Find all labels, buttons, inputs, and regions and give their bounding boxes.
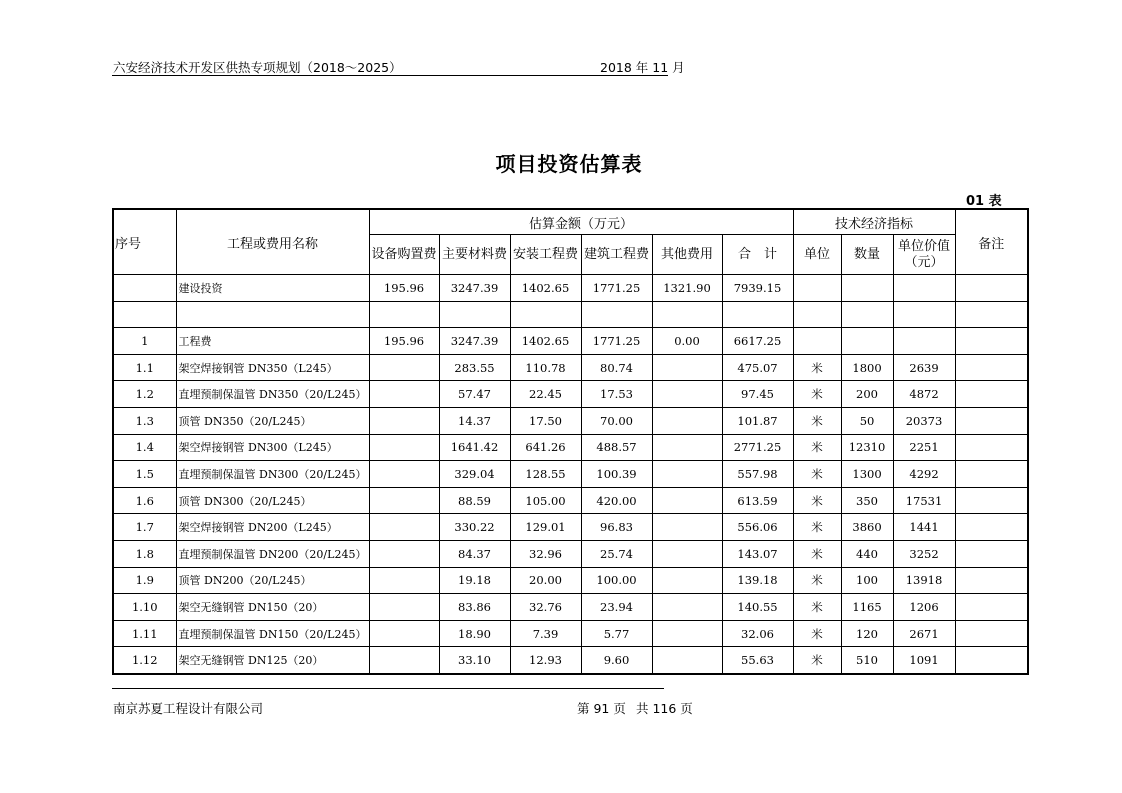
cell-seq — [113, 301, 176, 328]
cell-total: 613.59 — [722, 487, 793, 514]
cell-material: 18.90 — [439, 620, 510, 647]
cell-install: 32.76 — [510, 594, 581, 621]
cell-equipment — [369, 461, 439, 488]
cell-remark — [955, 434, 1028, 461]
cell-building: 1771.25 — [581, 275, 652, 302]
cell-seq: 1.6 — [113, 487, 176, 514]
cell-qty — [841, 301, 893, 328]
cell-unit-price: 2671 — [893, 620, 955, 647]
cell-name: 工程费 — [176, 328, 369, 355]
cell-install: 128.55 — [510, 461, 581, 488]
cell-qty: 120 — [841, 620, 893, 647]
table-number: 01 表 — [966, 194, 1002, 209]
document-date: 2018 年 11 月 — [600, 60, 685, 75]
cell-remark — [955, 407, 1028, 434]
cell-seq: 1.1 — [113, 354, 176, 381]
table-row — [113, 461, 1028, 488]
cell-unit-price: 20373 — [893, 407, 955, 434]
table-row — [113, 354, 1028, 381]
header-qty: 数量 — [841, 235, 893, 275]
cell-equipment — [369, 514, 439, 541]
table-row — [113, 301, 1028, 328]
cell-unit: 米 — [793, 461, 841, 488]
cell-building: 80.74 — [581, 354, 652, 381]
cell-other — [652, 434, 722, 461]
cell-seq: 1.8 — [113, 540, 176, 567]
cell-equipment: 195.96 — [369, 328, 439, 355]
table-row — [113, 407, 1028, 434]
cell-other — [652, 514, 722, 541]
table-row — [113, 540, 1028, 567]
cell-total: 143.07 — [722, 540, 793, 567]
company-name: 南京苏夏工程设计有限公司 — [113, 701, 264, 716]
header-estimate-group: 估算金额（万元） — [369, 209, 793, 235]
cell-building: 1771.25 — [581, 328, 652, 355]
cell-remark — [955, 620, 1028, 647]
cell-unit: 米 — [793, 487, 841, 514]
cell-equipment — [369, 594, 439, 621]
cell-name: 架空无缝钢管 DN150（20） — [176, 594, 369, 621]
cell-unit: 米 — [793, 407, 841, 434]
cell-unit-price — [893, 301, 955, 328]
header-name: 工程或费用名称 — [176, 209, 369, 275]
header-equipment: 设备购置费 — [369, 235, 439, 275]
cell-install: 110.78 — [510, 354, 581, 381]
cell-building: 17.53 — [581, 381, 652, 408]
cell-equipment — [369, 487, 439, 514]
cell-total: 55.63 — [722, 647, 793, 674]
cell-name — [176, 301, 369, 328]
cell-equipment — [369, 354, 439, 381]
cell-remark — [955, 275, 1028, 302]
cell-qty — [841, 328, 893, 355]
cell-unit-price: 17531 — [893, 487, 955, 514]
cell-remark — [955, 461, 1028, 488]
table-row — [113, 594, 1028, 621]
cell-other: 0.00 — [652, 328, 722, 355]
cell-unit: 米 — [793, 540, 841, 567]
cell-remark — [955, 514, 1028, 541]
cell-material: 19.18 — [439, 567, 510, 594]
cell-building: 25.74 — [581, 540, 652, 567]
cell-seq — [113, 275, 176, 302]
cell-building: 70.00 — [581, 407, 652, 434]
cell-seq: 1.7 — [113, 514, 176, 541]
cell-material: 330.22 — [439, 514, 510, 541]
cell-name: 架空无缝钢管 DN125（20） — [176, 647, 369, 674]
table-row — [113, 514, 1028, 541]
cell-remark — [955, 381, 1028, 408]
cell-material — [439, 301, 510, 328]
cell-other — [652, 647, 722, 674]
cell-total: 140.55 — [722, 594, 793, 621]
cell-remark — [955, 540, 1028, 567]
cell-building: 96.83 — [581, 514, 652, 541]
cell-qty: 100 — [841, 567, 893, 594]
cell-building: 9.60 — [581, 647, 652, 674]
cell-building: 23.94 — [581, 594, 652, 621]
cell-material: 84.37 — [439, 540, 510, 567]
cell-other — [652, 381, 722, 408]
cell-qty: 1300 — [841, 461, 893, 488]
table-row — [113, 434, 1028, 461]
cell-install: 129.01 — [510, 514, 581, 541]
cell-name: 直埋预制保温管 DN150（20/L245） — [176, 620, 369, 647]
cell-install: 105.00 — [510, 487, 581, 514]
cell-seq: 1.11 — [113, 620, 176, 647]
cell-qty: 50 — [841, 407, 893, 434]
cell-remark — [955, 567, 1028, 594]
cell-material: 83.86 — [439, 594, 510, 621]
cell-unit-price: 4292 — [893, 461, 955, 488]
table-row — [113, 487, 1028, 514]
cell-unit-price: 3252 — [893, 540, 955, 567]
investment-estimate-table — [112, 208, 1029, 675]
cell-unit — [793, 328, 841, 355]
cell-unit: 米 — [793, 354, 841, 381]
cell-other: 1321.90 — [652, 275, 722, 302]
cell-name: 架空焊接钢管 DN350（L245） — [176, 354, 369, 381]
cell-seq: 1.4 — [113, 434, 176, 461]
cell-install: 641.26 — [510, 434, 581, 461]
header-other: 其他费用 — [652, 235, 722, 275]
cell-unit: 米 — [793, 594, 841, 621]
cell-equipment — [369, 647, 439, 674]
table-row — [113, 328, 1028, 355]
cell-install: 1402.65 — [510, 328, 581, 355]
cell-total: 97.45 — [722, 381, 793, 408]
cell-seq: 1.10 — [113, 594, 176, 621]
cell-unit-price: 1091 — [893, 647, 955, 674]
table-row — [113, 275, 1028, 302]
page-title: 项目投资估算表 — [495, 152, 643, 176]
table-row — [113, 647, 1028, 674]
cell-total: 139.18 — [722, 567, 793, 594]
cell-other — [652, 567, 722, 594]
cell-install: 17.50 — [510, 407, 581, 434]
cell-install: 7.39 — [510, 620, 581, 647]
cell-equipment — [369, 434, 439, 461]
header-total: 合 计 — [722, 235, 793, 275]
total-pages: 共 116 页 — [636, 701, 693, 716]
footer-divider — [112, 688, 664, 689]
cell-unit-price: 4872 — [893, 381, 955, 408]
cell-equipment — [369, 301, 439, 328]
cell-install: 12.93 — [510, 647, 581, 674]
cell-name: 建设投资 — [176, 275, 369, 302]
cell-qty: 1800 — [841, 354, 893, 381]
cell-equipment — [369, 407, 439, 434]
cell-unit: 米 — [793, 647, 841, 674]
cell-unit: 米 — [793, 434, 841, 461]
cell-material: 3247.39 — [439, 275, 510, 302]
cell-qty: 510 — [841, 647, 893, 674]
cell-other — [652, 620, 722, 647]
header-remark: 备注 — [955, 209, 1028, 275]
cell-building — [581, 301, 652, 328]
cell-total: 557.98 — [722, 461, 793, 488]
cell-material: 3247.39 — [439, 328, 510, 355]
cell-material: 88.59 — [439, 487, 510, 514]
cell-other — [652, 594, 722, 621]
document-title: 六安经济技术开发区供热专项规划（2018～2025） — [113, 60, 402, 75]
cell-remark — [955, 328, 1028, 355]
cell-other — [652, 461, 722, 488]
cell-unit: 米 — [793, 567, 841, 594]
cell-name: 顶管 DN300（20/L245） — [176, 487, 369, 514]
cell-install: 20.00 — [510, 567, 581, 594]
cell-name: 直埋预制保温管 DN350（20/L245） — [176, 381, 369, 408]
cell-remark — [955, 301, 1028, 328]
cell-name: 顶管 DN350（20/L245） — [176, 407, 369, 434]
cell-total — [722, 301, 793, 328]
header-unit: 单位 — [793, 235, 841, 275]
table-row — [113, 620, 1028, 647]
cell-total: 101.87 — [722, 407, 793, 434]
cell-seq: 1.5 — [113, 461, 176, 488]
cell-unit-price: 2251 — [893, 434, 955, 461]
cell-equipment — [369, 381, 439, 408]
cell-unit: 米 — [793, 514, 841, 541]
cell-material: 14.37 — [439, 407, 510, 434]
cell-unit-price: 1441 — [893, 514, 955, 541]
cell-install — [510, 301, 581, 328]
cell-seq: 1 — [113, 328, 176, 355]
cell-other — [652, 354, 722, 381]
cell-seq: 1.2 — [113, 381, 176, 408]
header-divider — [112, 75, 668, 76]
cell-material: 33.10 — [439, 647, 510, 674]
cell-name: 架空焊接钢管 DN300（L245） — [176, 434, 369, 461]
cell-total: 6617.25 — [722, 328, 793, 355]
cell-other — [652, 301, 722, 328]
cell-total: 556.06 — [722, 514, 793, 541]
cell-building: 5.77 — [581, 620, 652, 647]
cell-unit-price: 1206 — [893, 594, 955, 621]
cell-qty: 350 — [841, 487, 893, 514]
cell-name: 顶管 DN200（20/L245） — [176, 567, 369, 594]
cell-remark — [955, 487, 1028, 514]
header-material: 主要材料费 — [439, 235, 510, 275]
cell-unit: 米 — [793, 620, 841, 647]
cell-name: 直埋预制保温管 DN300（20/L245） — [176, 461, 369, 488]
cell-total: 7939.15 — [722, 275, 793, 302]
cell-name: 架空焊接钢管 DN200（L245） — [176, 514, 369, 541]
cell-install: 1402.65 — [510, 275, 581, 302]
cell-unit — [793, 275, 841, 302]
cell-material: 329.04 — [439, 461, 510, 488]
cell-qty: 12310 — [841, 434, 893, 461]
cell-remark — [955, 354, 1028, 381]
header-tech-group: 技术经济指标 — [793, 209, 955, 235]
cell-remark — [955, 647, 1028, 674]
cell-install: 32.96 — [510, 540, 581, 567]
cell-equipment: 195.96 — [369, 275, 439, 302]
header-seq: 序号 — [113, 209, 176, 275]
cell-remark — [955, 594, 1028, 621]
cell-building: 100.00 — [581, 567, 652, 594]
header-unit-price: 单位价值（元） — [893, 235, 955, 275]
cell-material: 1641.42 — [439, 434, 510, 461]
cell-seq: 1.9 — [113, 567, 176, 594]
cell-name: 直埋预制保温管 DN200（20/L245） — [176, 540, 369, 567]
cell-material: 57.47 — [439, 381, 510, 408]
cell-qty: 200 — [841, 381, 893, 408]
cell-install: 22.45 — [510, 381, 581, 408]
cell-other — [652, 407, 722, 434]
cell-unit-price — [893, 328, 955, 355]
cell-unit-price — [893, 275, 955, 302]
cell-qty: 1165 — [841, 594, 893, 621]
header-install: 安装工程费 — [510, 235, 581, 275]
cell-unit-price: 2639 — [893, 354, 955, 381]
cell-unit — [793, 301, 841, 328]
cell-building: 420.00 — [581, 487, 652, 514]
cell-unit-price: 13918 — [893, 567, 955, 594]
cell-qty: 440 — [841, 540, 893, 567]
cell-total: 475.07 — [722, 354, 793, 381]
cell-other — [652, 487, 722, 514]
header-building: 建筑工程费 — [581, 235, 652, 275]
cell-total: 2771.25 — [722, 434, 793, 461]
cell-other — [652, 540, 722, 567]
cell-equipment — [369, 620, 439, 647]
cell-qty — [841, 275, 893, 302]
cell-qty: 3860 — [841, 514, 893, 541]
cell-unit: 米 — [793, 381, 841, 408]
cell-building: 100.39 — [581, 461, 652, 488]
table-row — [113, 567, 1028, 594]
cell-equipment — [369, 567, 439, 594]
cell-seq: 1.3 — [113, 407, 176, 434]
cell-seq: 1.12 — [113, 647, 176, 674]
page-number: 第 91 页 — [577, 701, 626, 716]
cell-material: 283.55 — [439, 354, 510, 381]
cell-equipment — [369, 540, 439, 567]
cell-total: 32.06 — [722, 620, 793, 647]
table-row — [113, 381, 1028, 408]
cell-building: 488.57 — [581, 434, 652, 461]
